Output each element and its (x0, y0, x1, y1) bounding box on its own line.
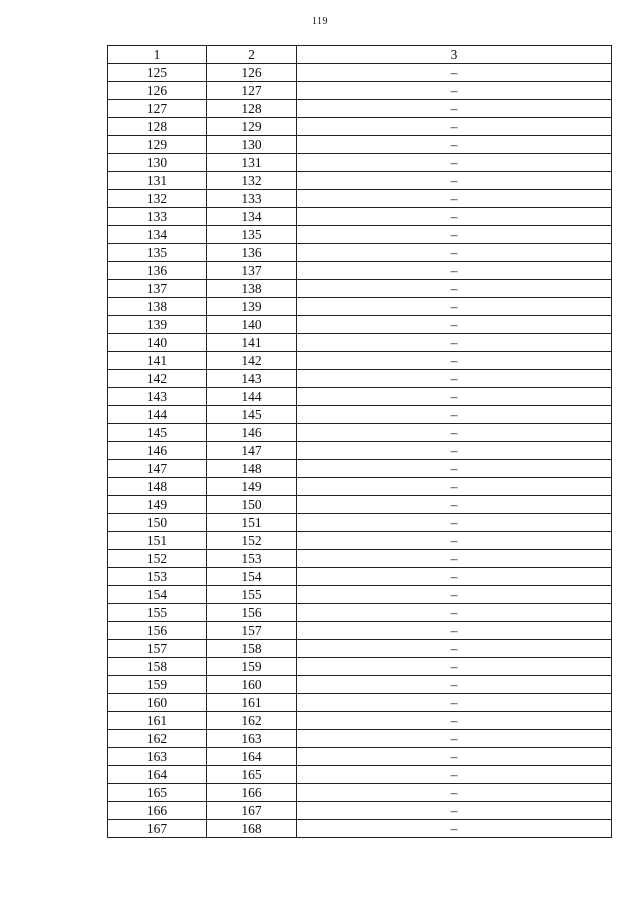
table-cell-col-2: 157 (207, 622, 297, 640)
data-table (107, 45, 612, 838)
table-cell-col-1: 158 (108, 658, 207, 676)
table-cell-col-2: 132 (207, 172, 297, 190)
table-cell-col-2: 128 (207, 100, 297, 118)
table-cell-col-1: 164 (108, 766, 207, 784)
table-cell-col-3: – (297, 298, 612, 316)
table-cell-col-1: 154 (108, 586, 207, 604)
table-cell-col-2: 142 (207, 352, 297, 370)
table-row (108, 352, 612, 370)
table-cell-col-3: – (297, 784, 612, 802)
table-row (108, 730, 612, 748)
table-cell-col-2: 140 (207, 316, 297, 334)
column-header-2: 2 (207, 46, 297, 64)
table-cell-col-2: 139 (207, 298, 297, 316)
table-cell-col-1: 159 (108, 676, 207, 694)
table-row (108, 298, 612, 316)
table-row (108, 496, 612, 514)
table-cell-col-2: 135 (207, 226, 297, 244)
table-cell-col-1: 136 (108, 262, 207, 280)
table-cell-col-3: – (297, 334, 612, 352)
table-cell-col-1: 157 (108, 640, 207, 658)
table-cell-col-3: – (297, 586, 612, 604)
table-cell-col-1: 167 (108, 820, 207, 838)
table-row (108, 424, 612, 442)
table-cell-col-2: 149 (207, 478, 297, 496)
table-cell-col-1: 125 (108, 64, 207, 82)
table-cell-col-3: – (297, 406, 612, 424)
table-cell-col-2: 161 (207, 694, 297, 712)
table-cell-col-1: 137 (108, 280, 207, 298)
table-cell-col-2: 148 (207, 460, 297, 478)
table-cell-col-2: 129 (207, 118, 297, 136)
table-cell-col-2: 147 (207, 442, 297, 460)
table-row (108, 658, 612, 676)
table-cell-col-3: – (297, 694, 612, 712)
table-cell-col-3: – (297, 640, 612, 658)
table-row (108, 766, 612, 784)
table-row (108, 280, 612, 298)
table-cell-col-1: 162 (108, 730, 207, 748)
table-cell-col-2: 137 (207, 262, 297, 280)
table-cell-col-1: 150 (108, 514, 207, 532)
table-cell-col-3: – (297, 280, 612, 298)
table-cell-col-1: 133 (108, 208, 207, 226)
table-row (108, 406, 612, 424)
table-cell-col-1: 153 (108, 568, 207, 586)
table-row (108, 784, 612, 802)
table-cell-col-3: – (297, 514, 612, 532)
table-cell-col-2: 167 (207, 802, 297, 820)
table-cell-col-3: – (297, 568, 612, 586)
table-row (108, 82, 612, 100)
table-row (108, 442, 612, 460)
table-cell-col-2: 164 (207, 748, 297, 766)
table-row (108, 604, 612, 622)
table-cell-col-2: 166 (207, 784, 297, 802)
table-cell-col-3: – (297, 352, 612, 370)
table-cell-col-3: – (297, 370, 612, 388)
table-cell-col-3: – (297, 676, 612, 694)
table-row (108, 568, 612, 586)
table-cell-col-3: – (297, 442, 612, 460)
table-cell-col-1: 132 (108, 190, 207, 208)
table-row (108, 478, 612, 496)
table-cell-col-1: 165 (108, 784, 207, 802)
table-cell-col-3: – (297, 244, 612, 262)
table-cell-col-2: 155 (207, 586, 297, 604)
table-cell-col-2: 152 (207, 532, 297, 550)
table-cell-col-2: 138 (207, 280, 297, 298)
header-row (108, 46, 612, 64)
table-cell-col-3: – (297, 172, 612, 190)
page-number: 119 (311, 16, 329, 27)
table-cell-col-1: 135 (108, 244, 207, 262)
table-cell-col-2: 127 (207, 82, 297, 100)
table-cell-col-2: 151 (207, 514, 297, 532)
table-cell-col-1: 146 (108, 442, 207, 460)
table-cell-col-3: – (297, 802, 612, 820)
table-cell-col-2: 146 (207, 424, 297, 442)
table-cell-col-3: – (297, 604, 612, 622)
table-cell-col-3: – (297, 766, 612, 784)
table-cell-col-2: 134 (207, 208, 297, 226)
table-cell-col-3: – (297, 820, 612, 838)
table-cell-col-1: 128 (108, 118, 207, 136)
table-cell-col-3: – (297, 262, 612, 280)
table-cell-col-3: – (297, 136, 612, 154)
table-cell-col-1: 151 (108, 532, 207, 550)
table-row (108, 694, 612, 712)
table-cell-col-3: – (297, 208, 612, 226)
table-cell-col-1: 161 (108, 712, 207, 730)
table-row (108, 712, 612, 730)
table-row (108, 640, 612, 658)
table-cell-col-1: 166 (108, 802, 207, 820)
table-cell-col-3: – (297, 154, 612, 172)
table-cell-col-1: 138 (108, 298, 207, 316)
table-cell-col-2: 162 (207, 712, 297, 730)
table-cell-col-1: 129 (108, 136, 207, 154)
table-cell-col-1: 145 (108, 424, 207, 442)
table-row (108, 136, 612, 154)
table-cell-col-1: 163 (108, 748, 207, 766)
table-cell-col-2: 153 (207, 550, 297, 568)
table-row (108, 262, 612, 280)
table-cell-col-3: – (297, 82, 612, 100)
table-cell-col-2: 136 (207, 244, 297, 262)
table-row (108, 586, 612, 604)
table-cell-col-3: – (297, 532, 612, 550)
table-cell-col-2: 168 (207, 820, 297, 838)
table-cell-col-2: 159 (207, 658, 297, 676)
table-cell-col-2: 144 (207, 388, 297, 406)
table-header (108, 46, 612, 64)
table-row (108, 226, 612, 244)
table-cell-col-3: – (297, 190, 612, 208)
table-cell-col-1: 148 (108, 478, 207, 496)
table-cell-col-2: 160 (207, 676, 297, 694)
table-cell-col-3: – (297, 622, 612, 640)
table-row (108, 388, 612, 406)
table-row (108, 172, 612, 190)
table-cell-col-1: 156 (108, 622, 207, 640)
column-header-3: 3 (297, 46, 612, 64)
table-cell-col-3: – (297, 478, 612, 496)
table-row (108, 550, 612, 568)
table-cell-col-1: 140 (108, 334, 207, 352)
table-cell-col-3: – (297, 424, 612, 442)
table-cell-col-1: 130 (108, 154, 207, 172)
table-cell-col-2: 165 (207, 766, 297, 784)
table-cell-col-2: 145 (207, 406, 297, 424)
table-row (108, 802, 612, 820)
table-row (108, 154, 612, 172)
table-cell-col-3: – (297, 658, 612, 676)
table-cell-col-1: 160 (108, 694, 207, 712)
table-cell-col-2: 126 (207, 64, 297, 82)
table-cell-col-2: 133 (207, 190, 297, 208)
table-cell-col-1: 141 (108, 352, 207, 370)
table-body (108, 64, 612, 838)
table-cell-col-2: 154 (207, 568, 297, 586)
table-row (108, 532, 612, 550)
table-cell-col-3: – (297, 64, 612, 82)
table-cell-col-3: – (297, 100, 612, 118)
table-cell-col-2: 130 (207, 136, 297, 154)
table-cell-col-1: 126 (108, 82, 207, 100)
table-cell-col-3: – (297, 388, 612, 406)
table-cell-col-1: 144 (108, 406, 207, 424)
table-cell-col-1: 142 (108, 370, 207, 388)
table-row (108, 676, 612, 694)
table-row (108, 118, 612, 136)
table-cell-col-1: 134 (108, 226, 207, 244)
table-row (108, 208, 612, 226)
table-cell-col-2: 156 (207, 604, 297, 622)
table-cell-col-3: – (297, 712, 612, 730)
table-cell-col-3: – (297, 226, 612, 244)
table-row (108, 748, 612, 766)
table-cell-col-2: 163 (207, 730, 297, 748)
table-row (108, 460, 612, 478)
table-cell-col-1: 155 (108, 604, 207, 622)
table-cell-col-3: – (297, 316, 612, 334)
table-cell-col-1: 127 (108, 100, 207, 118)
table-row (108, 244, 612, 262)
table-row (108, 316, 612, 334)
table-cell-col-2: 158 (207, 640, 297, 658)
table-cell-col-1: 131 (108, 172, 207, 190)
table-row (108, 334, 612, 352)
table-cell-col-2: 131 (207, 154, 297, 172)
table-cell-col-2: 143 (207, 370, 297, 388)
table-cell-col-1: 143 (108, 388, 207, 406)
table-cell-col-1: 149 (108, 496, 207, 514)
table-row (108, 622, 612, 640)
table-row (108, 370, 612, 388)
table-row (108, 190, 612, 208)
table-cell-col-1: 139 (108, 316, 207, 334)
table-row (108, 100, 612, 118)
table-cell-col-3: – (297, 550, 612, 568)
table-cell-col-1: 147 (108, 460, 207, 478)
table-cell-col-3: – (297, 118, 612, 136)
table-row (108, 820, 612, 838)
table-cell-col-3: – (297, 496, 612, 514)
table-cell-col-3: – (297, 730, 612, 748)
table-cell-col-3: – (297, 748, 612, 766)
table-row (108, 64, 612, 82)
table-cell-col-2: 150 (207, 496, 297, 514)
table-cell-col-3: – (297, 460, 612, 478)
table-row (108, 514, 612, 532)
table-cell-col-2: 141 (207, 334, 297, 352)
table-cell-col-1: 152 (108, 550, 207, 568)
column-header-1: 1 (108, 46, 207, 64)
